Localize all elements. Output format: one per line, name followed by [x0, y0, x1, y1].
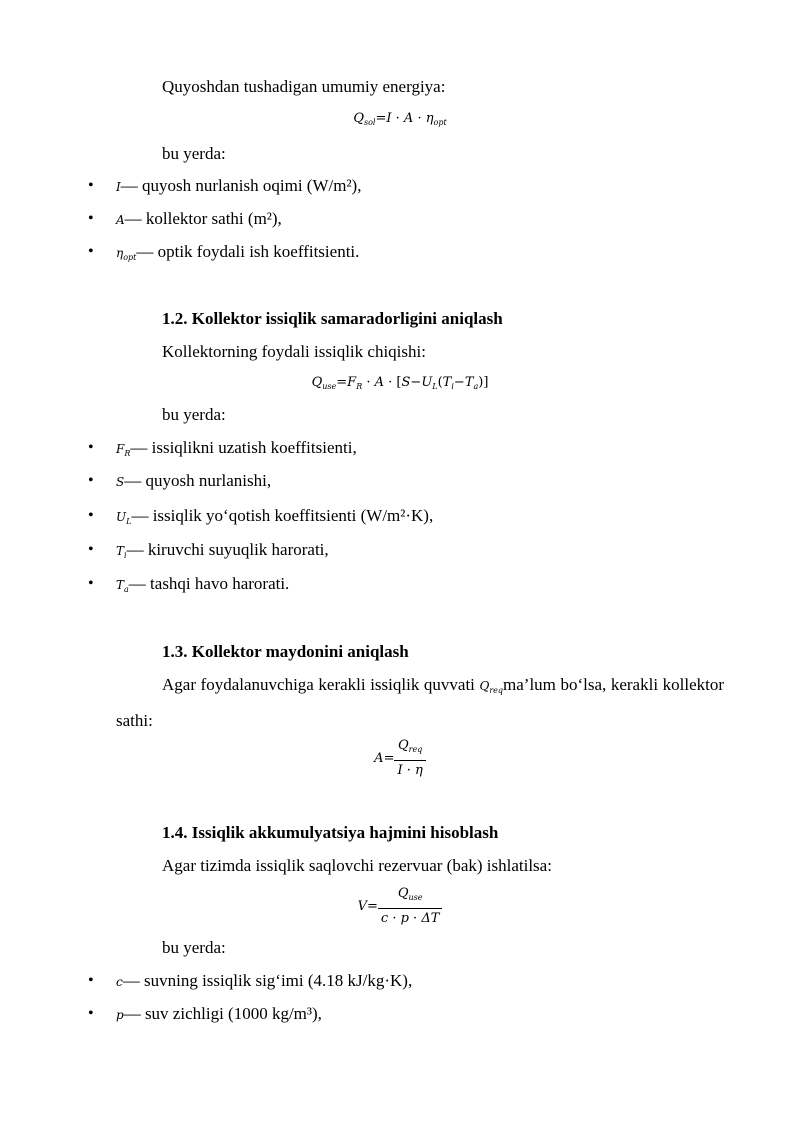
open-paren: (	[437, 375, 443, 390]
formula-symbol: Q	[397, 886, 409, 901]
fraction	[378, 885, 442, 928]
item-subscript: L	[126, 517, 132, 526]
section3-paragraph	[116, 670, 724, 736]
formula-symbol: A	[374, 751, 384, 766]
equals-sign: =	[375, 111, 387, 126]
formula-symbol: p	[400, 911, 409, 926]
item-symbol: c	[116, 975, 123, 989]
formula-symbol: V	[357, 899, 367, 914]
formula-symbol: ΔT	[421, 911, 440, 926]
bullet-icon: •	[88, 472, 94, 489]
formula-symbol: η	[425, 111, 434, 126]
minus-sign: −	[453, 375, 465, 390]
item-text: — optik foydali ish koeffitsienti.	[136, 242, 360, 261]
section2-where: bu yerda:	[162, 405, 226, 424]
formula-subscript: i	[451, 382, 454, 391]
fraction-denominator	[378, 909, 442, 928]
dot-operator: ·	[408, 911, 422, 926]
bullet-icon: •	[88, 177, 94, 194]
section2-intro: Kollektorning foydali issiqlik chiqishi:	[162, 342, 426, 361]
item-text: — issiqlik yo‘qotish koeffitsienti (W/m²·K),	[131, 506, 434, 525]
formula-area	[0, 737, 800, 780]
section-heading: 1.2. Kollektor issiqlik samaradorligini aniqlash	[162, 309, 503, 328]
formula-symbol: T	[442, 375, 452, 390]
formula-symbol: Q	[397, 738, 409, 753]
item-symbol: T	[116, 544, 125, 558]
paragraph-symbol: Q	[479, 679, 490, 693]
formula-symbol: Q	[311, 375, 323, 390]
item-symbol: F	[116, 442, 125, 456]
item-symbol: η	[116, 246, 124, 260]
list-item	[116, 970, 412, 993]
dot-operator: ·	[388, 911, 401, 926]
bullet-icon: •	[88, 575, 94, 592]
formula-subscript: req	[408, 745, 423, 754]
equals-sign: =	[367, 899, 378, 914]
minus-sign: −	[410, 375, 422, 390]
list-item	[116, 573, 289, 601]
bullet-icon: •	[88, 210, 94, 227]
list-item	[116, 208, 282, 231]
bullet-icon: •	[88, 541, 94, 558]
dot-operator: ·	[402, 763, 416, 778]
item-subscript: a	[124, 585, 129, 594]
list-item	[116, 470, 271, 493]
item-text: — suvning issiqlik sig‘imi (4.18 kJ/kg·K),	[122, 971, 413, 990]
formula-symbol: A	[374, 375, 385, 390]
formula-subscript: opt	[433, 118, 447, 127]
formula-subscript: L	[432, 382, 438, 391]
item-symbol: U	[116, 510, 127, 524]
bullet-icon: •	[88, 972, 94, 989]
item-text: — quyosh nurlanish oqimi (W/m²),	[120, 176, 362, 195]
close-paren: )	[478, 375, 484, 390]
formula-symbol: c	[380, 911, 389, 926]
fraction-numerator	[394, 737, 425, 761]
item-symbol: S	[116, 475, 125, 489]
formula-subscript: sol	[363, 118, 376, 127]
dot-operator: ·	[384, 375, 397, 390]
item-text: — tashqi havo harorati.	[128, 574, 290, 593]
paragraph-text: ma’lum bo‘lsa, kerakli kollektor sathi:	[116, 675, 724, 730]
fraction-denominator	[394, 761, 425, 780]
formula-symbol: A	[403, 111, 414, 126]
item-symbol: p	[116, 1008, 124, 1022]
open-bracket: [	[396, 375, 402, 390]
dot-operator: ·	[413, 111, 426, 126]
section1-where: bu yerda:	[162, 144, 226, 163]
list-item	[116, 505, 433, 533]
section-heading: 1.3. Kollektor maydonini aniqlash	[162, 642, 409, 661]
section-heading: 1.4. Issiqlik akkumulyatsiya hajmini hisoblash	[162, 823, 499, 842]
item-symbol: A	[116, 213, 125, 227]
formula-subscript: use	[322, 382, 337, 391]
item-text: — kollektor sathi (m²),	[124, 209, 282, 228]
item-subscript: i	[124, 551, 127, 560]
formula-symbol: F	[347, 375, 357, 390]
formula-symbol: S	[401, 375, 411, 390]
item-symbol: T	[116, 578, 125, 592]
list-item	[116, 437, 357, 465]
fraction-numerator	[378, 885, 442, 909]
item-text: — kiruvchi suyuqlik harorati,	[126, 540, 329, 559]
equals-sign: =	[336, 375, 348, 390]
bullet-icon: •	[88, 507, 94, 524]
bullet-icon: •	[88, 439, 94, 456]
item-text: — quyosh nurlanishi,	[124, 471, 272, 490]
formula-symbol: I	[386, 111, 392, 126]
item-symbol: I	[116, 180, 121, 194]
section1-intro: Quyoshdan tushadigan umumiy energiya:	[162, 77, 446, 96]
formula-symbol: η	[415, 763, 423, 778]
bullet-icon: •	[88, 1005, 94, 1022]
item-text: — issiqlikni uzatish koeffitsienti,	[130, 438, 357, 457]
formula-symbol: T	[464, 375, 474, 390]
section4-intro: Agar tizimda issiqlik saqlovchi rezervuar (bak) ishlatilsa:	[162, 856, 552, 875]
formula-symbol: Q	[353, 111, 364, 126]
list-item	[116, 175, 361, 198]
formula-subscript: R	[356, 382, 363, 391]
item-subscript: opt	[123, 253, 137, 262]
formula-quse	[0, 374, 800, 396]
equals-sign: =	[383, 751, 395, 766]
dot-operator: ·	[391, 111, 404, 126]
dot-operator: ·	[362, 375, 375, 390]
item-subscript: R	[124, 449, 131, 458]
list-item	[116, 1003, 322, 1026]
formula-qsol	[0, 110, 800, 132]
formula-subscript: a	[473, 382, 479, 391]
formula-symbol: I	[397, 763, 403, 778]
formula-symbol: U	[421, 375, 433, 390]
bullet-icon: •	[88, 243, 94, 260]
formula-volume	[0, 885, 800, 928]
item-text: — suv zichligi (1000 kg/m³),	[123, 1004, 322, 1023]
fraction	[394, 737, 425, 780]
close-bracket: ]	[483, 375, 489, 390]
formula-subscript: use	[408, 893, 423, 902]
list-item	[116, 539, 329, 567]
section4-where: bu yerda:	[162, 938, 226, 957]
paragraph-text: Agar foydalanuvchiga kerakli issiqlik quvvati	[162, 675, 480, 694]
paragraph-subscript: req	[489, 686, 504, 695]
list-item	[116, 241, 359, 269]
